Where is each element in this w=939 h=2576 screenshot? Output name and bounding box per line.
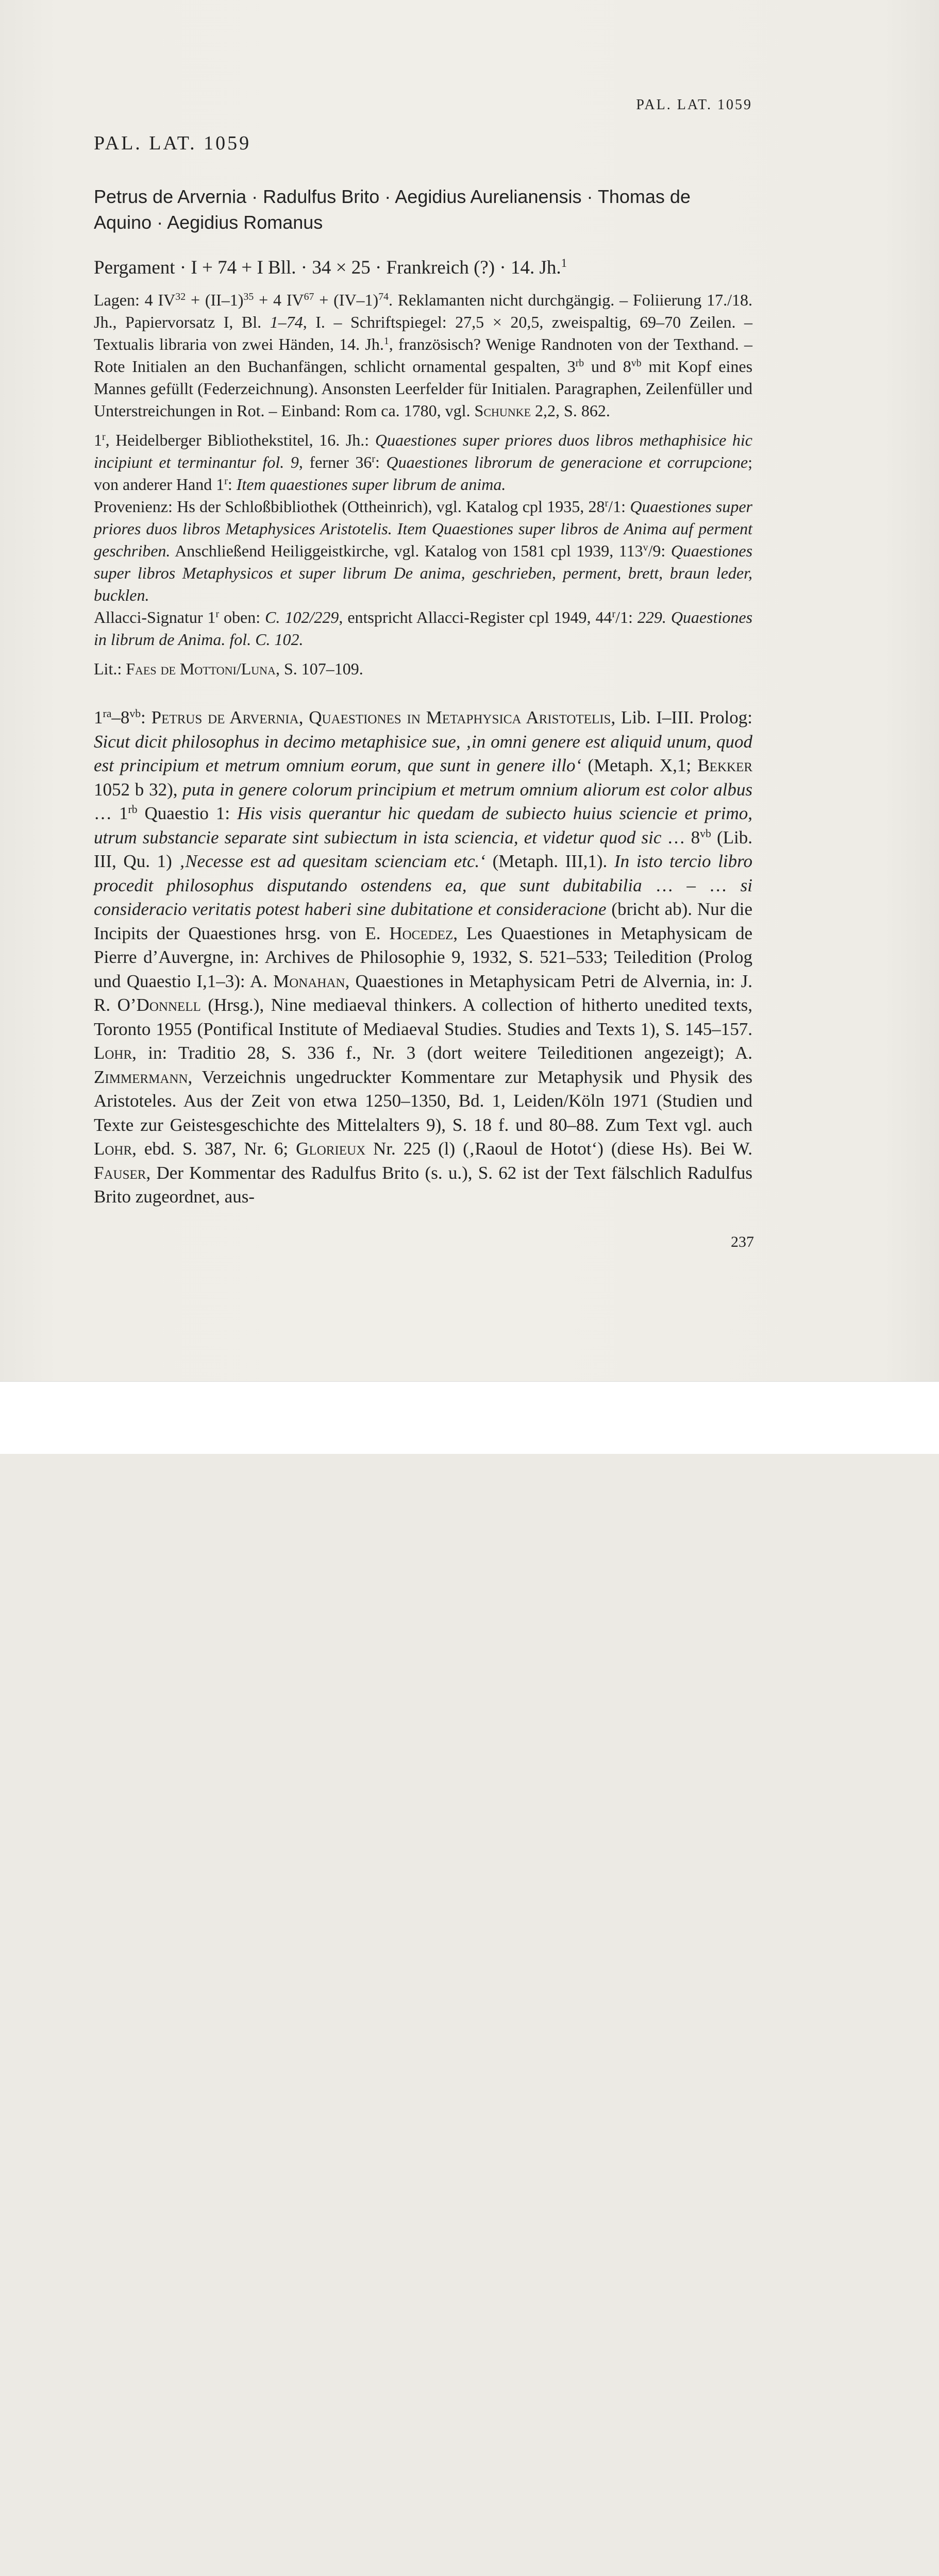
viewer-footer xyxy=(0,1381,939,1454)
author-name: Radulfus Brito xyxy=(263,186,380,207)
author-name: Petrus de Arvernia xyxy=(94,186,247,207)
date: 14. Jh. xyxy=(510,257,561,278)
running-head: PAL. LAT. 1059 xyxy=(636,97,752,113)
page-number: 237 xyxy=(731,1233,754,1250)
origin: Frankreich (?) xyxy=(386,257,495,278)
material: Pergament xyxy=(94,257,175,278)
dimensions: 34 × 25 xyxy=(312,257,371,278)
shelfmark-heading: PAL. LAT. 1059 xyxy=(94,132,251,154)
separator-dot: · xyxy=(152,212,167,233)
separator-dot: · xyxy=(370,257,387,278)
page-content xyxy=(94,131,752,1209)
provenance-paragraph: Provenienz: Hs der Schloßbibliothek (Ottheinrich), vgl. Katalog cpl 1935, 28$^r$/1: Quaestiones super priores duos libros Metaphysices Aristotelis. Item Quaestiones super libros de Anima auf perment geschriben. Anschließend Heiliggeistkirche, vgl. Katalog von 1581 cpl 1939, 113$^v$/9: Quaestiones super libros Metaphysicos et super librum De anima, geschrieben, perment, brett, braun leder, bucklen. xyxy=(94,497,753,604)
codicology-paragraph: Lagen: 4 $IV^{32} + (II-1)^{35} + 4$ $IV^{67} + (IV-1)^{74}$. Reklamanten nicht durchgängig. – Foliierung 17./18. Jh., Papiervorsatz I, Bl. 1–74, I. – Schriftspiegel: 27,5 × 20,5, zweispaltig, 69–70 Zeilen. – Textualis libraria von zwei Händen, 14. Jh.$^1$, französisch? Wenige Randnoten von der Texthand. – Rote Initialen an den Buchanfängen, schlicht ornamental gespalten, $3^{rb}$ und $8^{vb}$ mit Kopf eines Mannes gefüllt (Federzeichnung). Ansonsten Leerfelder für Initialen. Paragraphen, Zeilenfüller und Unterstreichungen in Rot. – Einband: Rom ca. 1780, vgl. Schunke 2,2, S. 862. xyxy=(94,291,753,420)
manuscript-title xyxy=(94,184,752,235)
literature-paragraph: Lit.: Faes de Mottoni/Luna, S. 107–109. xyxy=(94,659,363,678)
separator-dot: · xyxy=(175,257,191,278)
text-entry-paragraph: $1^{ra}-8^{vb}$: Petrus de Arvernia, Quaestiones in Metaphysica Aristotelis, Lib. I–III. Prolog: Sicut dicit philosophus in decimo metaphisice sue, ‚in omni genere est aliquid unum, quod est principium et metrum omnium eorum, que sunt in genere illo‘ (Metaph. X,1; Bekker 1052 b 32), puta in genere colorum principium et metrum omnium aliorum est color albus … $1^{rb}$ Quaestio 1: His visis querantur hic quedam de subiecto huius sciencie et primo, utrum substancie separate sint subiectum in ista sciencia, et videtur quod sic … $8^{vb}$ (Lib. III, Qu. 1) ‚Necesse est ad quesitam scienciam etc.‘ (Metaph. III,1). In isto tercio libro procedit philosophus disputando ostendens ea, que sunt dubitabilia … – … si consideracio veritatis potest haberi sine dubitatione et consideracione (bricht ab). Nur die Incipits der Quaestiones hrsg. von E. Hocedez, Les Quaestiones in Metaphysicam de Pierre d’Auvergne, in: Archives de Philosophie 9, 1932, S. 521–533; Teiledition (Prolog und Quaestio I,1–3): A. Monahan, Quaestiones in Metaphysicam Petri de Alvernia, in: J. R. O’Donnell (Hrsg.), Nine mediaeval thinkers. A collection of hitherto unedited texts, Toronto 1955 (Pontifical Institute of Mediaeval Studies. Studies and Texts 1), S. 145–157. Lohr, in: Traditio 28, S. 336 f., Nr. 3 (dort weitere Teileditionen angezeigt); A. Zimmermann, Verzeichnis ungedruckter Kommentare zur Metaphysik und Physik des Aristoteles. Aus der Zeit von etwa 1250–1350, Bd. 1, Leiden/Köln 1971 (Studien und Texte zur Geistesgeschichte des Mittelalters 9), S. 18 f. und 80–88. Zum Text vgl. auch Lohr, ebd. S. 387, Nr. 6; Glorieux Nr. 225 (l) (‚Raoul de Hotot‘) (diese Hs). Bei W. Fauser, Der Kommentar des Radulfus Brito (s. u.), S. 62 ist der Text fälschlich Radulfus Brito zugeordnet, aus- xyxy=(94,707,753,1207)
allacci-paragraph: Allacci-Signatur 1$^r$ oben: C. 102/229, entspricht Allacci-Register cpl 1949, 44$^r$/1: 229. Quaestiones in librum de Anima. fol. C. 102. xyxy=(94,608,753,649)
leaves: I + 74 + I Bll. xyxy=(191,257,296,278)
separator-dot: · xyxy=(581,186,598,207)
title-label-paragraph: 1$^r$, Heidelberger Bibliothekstitel, 16. Jh.: Quaestiones super priores duos libros methaphisice hic incipiunt et terminantur fol. 9, ferner 36$^r$: Quaestiones librorum de generacione et corrupcione; von anderer Hand 1$^r$: Item quaestiones super librum de anima. xyxy=(94,431,753,494)
work-title: Petrus de Arvernia, Quaestiones in Metaphysica Aristotelis, xyxy=(151,707,616,727)
author-name: Thomas de Aquino xyxy=(94,186,691,233)
separator-dot: · xyxy=(379,186,395,207)
author-name: Aegidius Romanus xyxy=(167,212,323,233)
bibliographic-reference: Faes de Mottoni/Luna xyxy=(126,659,276,678)
physical-summary xyxy=(94,256,752,280)
footnote-ref: 1 xyxy=(561,257,567,270)
separator-dot: · xyxy=(246,186,263,207)
bibliographic-reference: Schunke xyxy=(474,401,531,420)
separator-dot: · xyxy=(495,257,511,278)
author-name: Aegidius Aurelianensis xyxy=(395,186,582,207)
separator-dot: · xyxy=(296,257,312,278)
